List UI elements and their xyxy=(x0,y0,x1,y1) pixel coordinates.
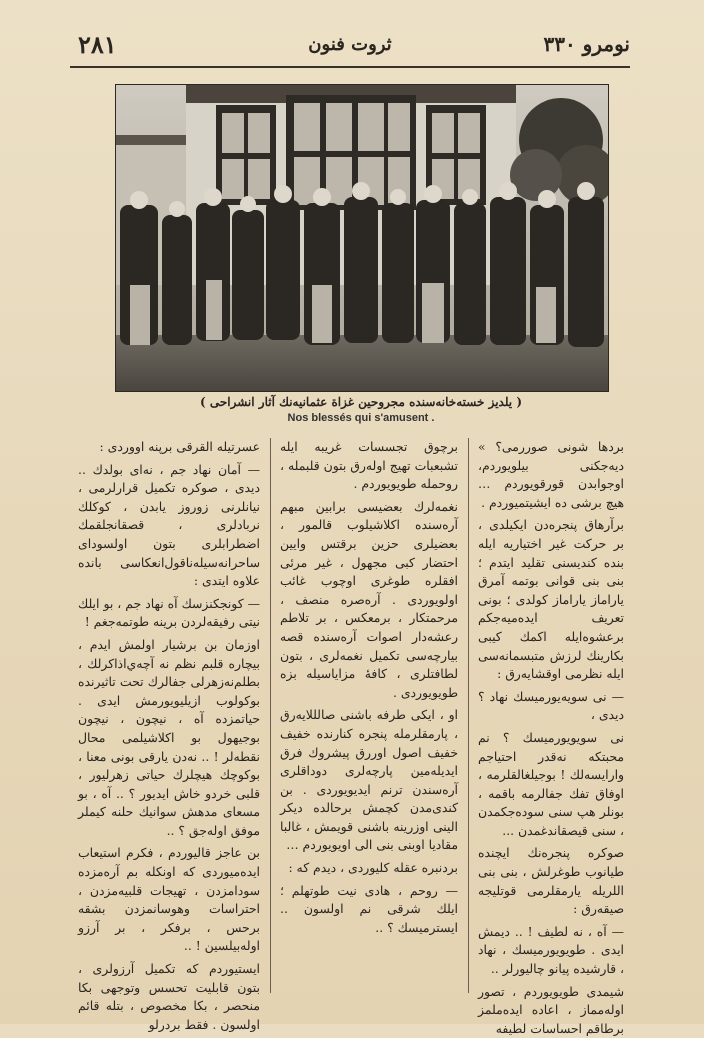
paragraph: نى سويويورميسك ؟ نم محبتكه نه‌قدر احتياجم وارايسه‌لك ! بوجيلغالقلرمه ، اوفاق تفك جفالرمه باقمه ، بونلر هپ سنى سوده‌جكمدن ، سنى قيصقاندغمدن ... xyxy=(478,729,624,838)
column-divider xyxy=(468,438,469,993)
header-rule xyxy=(70,66,630,68)
paragraph: بردها شونى صوررمى؟ » ديه‌جكنى بيلويوردم، اوجوابدن قورقويوردم … هيچ برشى ده ايشيتميوردم . xyxy=(478,439,624,510)
paragraph: — كونجكنزسك آه نهاد جم ، بو ايلك نيتى رفيقه‌لردن برينه طوتمه‌جغم ! xyxy=(78,595,260,630)
photo-illustration xyxy=(116,85,608,391)
page-header xyxy=(70,30,630,60)
journal-title: ثروت فنون xyxy=(308,34,392,55)
group-photograph xyxy=(115,84,609,392)
text-column-middle xyxy=(280,438,458,998)
photo-caption-french: Nos blessés qui s'amusent . xyxy=(287,412,435,424)
paragraph: — نى سويه‌يورميسك نهاد ؟ ديدى ، xyxy=(478,688,624,723)
photo-caption-ottoman: ( يلديز خسته‌خانه‌سنده مجروحين غزاة عثمانيه‌نك آثار انشراحى ) xyxy=(199,395,523,409)
paragraph: ايستيوردم كه تكميل آرزولرى ، بتون قابليت تحسس وتوجهى بكا منحصر ، بكا مخصوص ، بتله قائم اولسون . فقط بردرلو xyxy=(78,961,260,1032)
paragraph: بن عاجز قاليوردم ، فكرم استيعاب ايده‌ميوردى كه اونكله بم آره‌مزده سودامزدن ، تهيجات قلبيه‌مزدن ، احتراسات وهوسانمزدن بشقه برحس ، برفكر ، بر آرزو اوله‌بيلسين ! .. xyxy=(78,845,260,954)
paragraph: صوكره پنجره‌نك ايچنده طيانوب طوغرلش ، بنى بنى اللريله يارمقلرمى قوتليجه صيقه‌رق : xyxy=(478,845,624,917)
page-number: ٢٨١ xyxy=(78,30,117,59)
paragraph: برچوق تجسسات غريبه ايله تشبعبات تهيج اوله‌رق بتون قلبمله ، روحمله طويويوردم . xyxy=(280,439,458,492)
paragraph: او ، ايكى طرفه باشنى صالللايه‌رق ، پارمقلرمله پنجره كنارنده خفيف خفيف اصول اوررق پيشروك فرق ايديله‌مين پارچه‌لرى دوداقلرى آره‌سندن ترنم ايديويوردى . بن كندى‌مدن كچمش برحالده ديكر الينى اوزرينه باشنى قويمش ، غالبا مقاديا اوبنى بنى الى اويويوردم … xyxy=(280,707,458,853)
paragraph: شيمدى طويويوردم ، تصور اوله‌مماز ، اعاده ايده‌ملمز برطاقم احساسات لطيفه xyxy=(478,983,624,1036)
text-column-left xyxy=(78,438,260,1032)
paragraph: — آمان نهاد جم ، نه‌اى بولدك .. ديدى ، صوكره تكميل قرارلرمى ، نيانلرنى زوروز يابدن ، كوكلك نربادلرى ، قصقانجلقمك اضطرابلرى بتون اولسوداى ساحرانه‌سيله‌ناقول‌انعكاسى بانده علاوه ايتدى : xyxy=(78,461,260,589)
paragraph: — آه ، نه لطيف ! .. ديمش ايدى . طويويورميسك ، نهاد ، قارشيده پيانو چاليورلر .. xyxy=(478,923,624,977)
column-divider xyxy=(270,438,271,993)
paragraph: بردنبره عقله كليوردى ، ديدم كه : xyxy=(288,860,458,876)
paragraph: عسرتيله القرقى برپنه اووردى : xyxy=(99,439,260,454)
issue-number: نومرو ٣٣٠ xyxy=(543,32,630,56)
paragraph: برآرهاق پنجره‌دن ايكيلدى ، بر حركت غير اختياريه ايله بنده كنديسنى تقليد ايتدم ؛ بنى بنى قوانى بوتمه آمرق ياراماز ياراماز كولدى ؛ بونى تعريف ايده‌ميه‌جكم برعشوه‌ايله اكمك كيبى بكارينك لرزش متبسمانه‌سى ايله نظرمى اوقشايه‌رق : xyxy=(478,517,624,682)
text-column-right xyxy=(478,438,624,1036)
paragraph: — روحم ، هادى نيت طوتهلم ؛ ايلك شرقى نم اولسون .. ايسترميسك ؟ .. xyxy=(280,882,458,935)
paragraph: نغمه‌لرك بعضيسى برابين مبهم آره‌سنده اكلاشيلوب قالمور ، بعضيلرى حزين برقتس وايين احتضار كبى مجهول ، غير مرئى افقلره طوغرى اوچوب غائب اولويوردى . آره‌صره منصف ، مرحمتكار ، برمعكس ، بر تلاطم رعشه‌دار اصوات آره‌سنده قصه بيارچه‌سى تكميل نغمه‌لرى ، بتون لطافتلرى ، كافهٔ مزاياسيله بزه طويويوردى . xyxy=(280,498,458,700)
paragraph: اوزمان بن برشيار اولمش ايدم ، بيچاره قلبم نظم نه آچه‌ي‌اذاكرلك ، بطلم‌نه‌زهرلى جفالرك تحت تاثيرنده بوكولوب ازيليويورمش ايدى . حياتمزده آه ، نيچون ، نيچون بوجيهول بو اكلاشيلمى محال نقطه‌لر ! .. نه‌دن يارقى بونى معنا ، بوكوچك هيچلرك حياتى زهرليور ، قلبى خردو خاش ايديور ؟ .. آه ، بو مسعاى مدهش سوانيك حلنه كيملر موفق اوله‌جق ؟ .. xyxy=(78,636,260,838)
